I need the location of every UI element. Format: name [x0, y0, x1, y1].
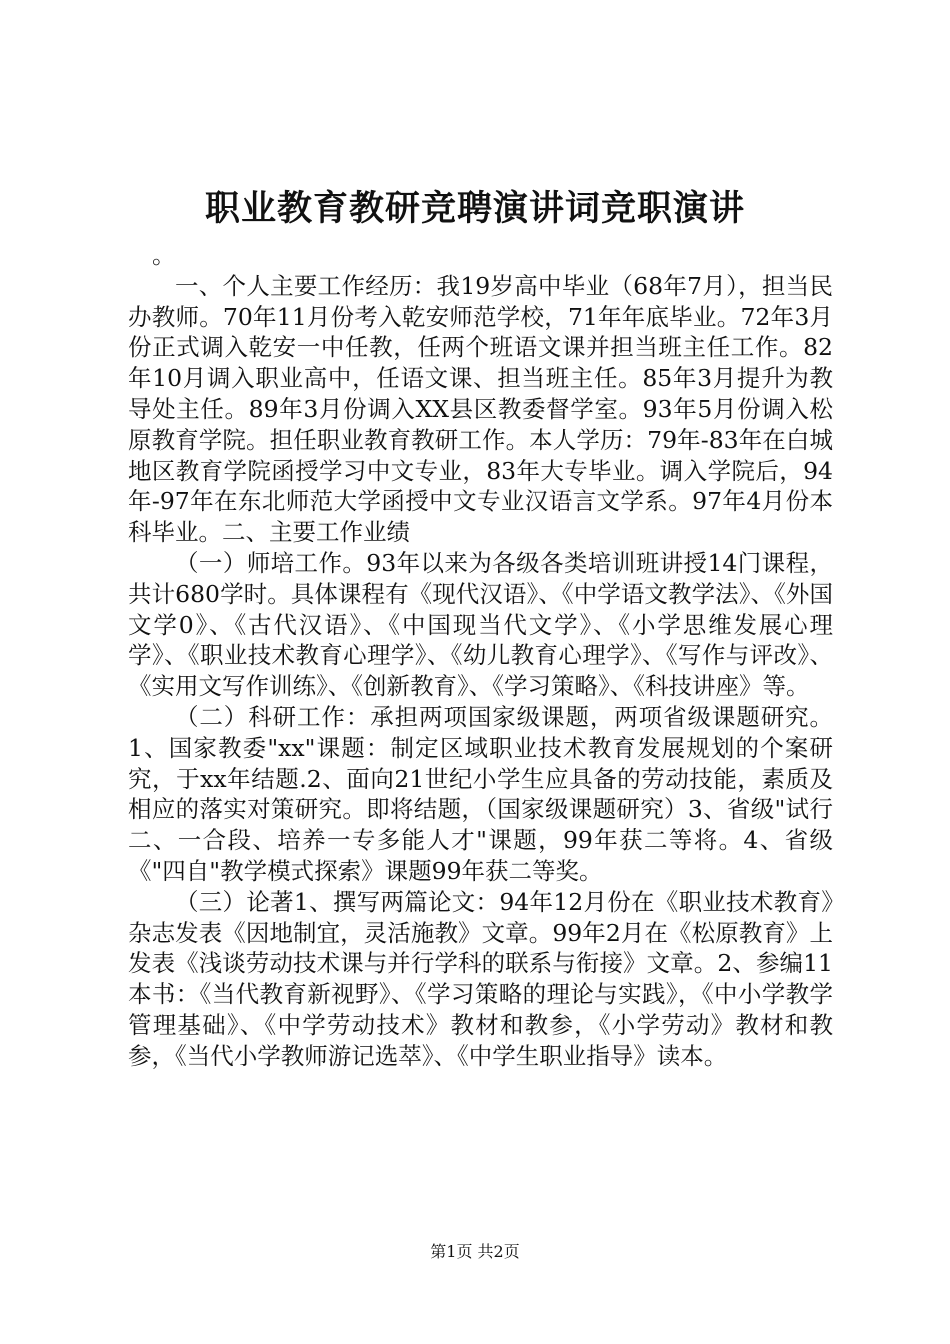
document-body	[128, 240, 833, 1072]
page-number-footer: 第1页 共2页	[430, 1242, 520, 1261]
paragraph-publications: （三）论著1、撰写两篇论文：94年12月份在《职业技术教育》杂志发表《因地制宜，灵活施教》文章。99年2月在《松原教育》上发表《浅谈劳动技术课与并行学科的联系与衔接》文章。2、参编11本书：《当代教育新视野》、《学习策略的理论与实践》，《中小学教学管理基础》、《中学劳动技术》教材和教参，《小学劳动》教材和教参，《当代小学教师游记选萃》、《中学生职业指导》读本。	[128, 887, 833, 1070]
paragraph-opening-mark: 。	[152, 241, 176, 269]
paragraph-work-history: 一、个人主要工作经历：我19岁高中毕业（68年7月），担当民办教师。70年11月份考入乾安师范学校，71年年底毕业。72年3月份正式调入乾安一中任教，任两个班语文课并担当班主任工作。82年10月调入职业高中，任语文课、担当班主任。85年3月提升为教导处主任。89年3月份调入XX县区教委督学室。93年5月份调入松原教育学院。担任职业教育教研工作。本人学历：79年-83年在白城地区教育学院函授学习中文专业，83年大专毕业。调入学院后，94年-97年在东北师范大学函授中文专业汉语言文学系。97年4月份本科毕业。二、主要工作业绩	[128, 271, 833, 547]
paragraph-research-work: （二）科研工作：承担两项国家级课题，两项省级课题研究。1、国家教委"xx"课题：制定区域职业技术教育发展规划的个案研究，于xx年结题.2、面向21世纪小学生应具备的劳动技能，素质及相应的落实对策研究。即将结题，（国家级课题研究）3、省级"试行二、一合段、培养一专多能人才"课题，99年获二等将。4、省级《"四自"教学模式探索》课题99年获二等奖。	[128, 702, 833, 885]
document-title: 职业教育教研竞聘演讲词竞职演讲	[204, 188, 745, 229]
paragraph-teacher-training: （一）师培工作。93年以来为各级各类培训班讲授14门课程，共计680学时。具体课程有《现代汉语》、《中学语文教学法》、《外国文学0》、《古代汉语》、《中国现当代文学》、《小学思维发展心理学》、《职业技术教育心理学》、《幼儿教育心理学》、《写作与评改》、《实用文写作训练》、《创新教育》、《学习策略》、《科技讲座》等。	[128, 548, 833, 701]
